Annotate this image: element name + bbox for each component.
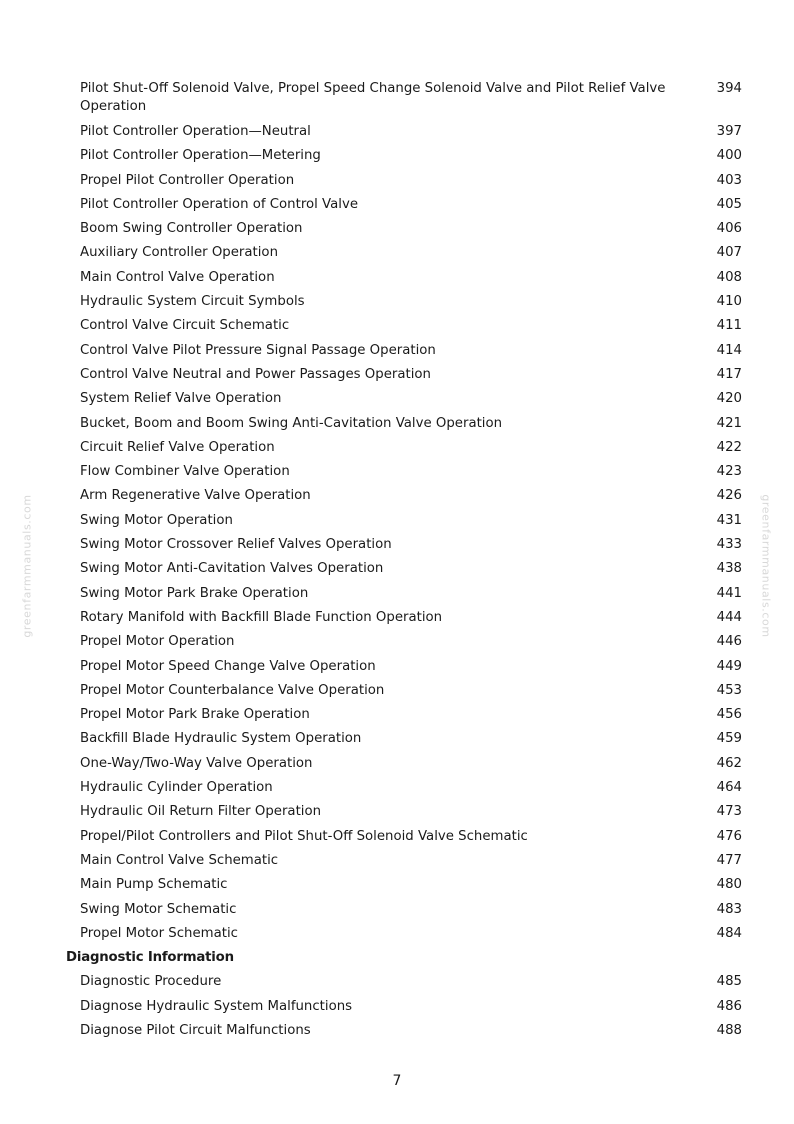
toc-entry[interactable] <box>0 315 794 339</box>
toc-entry[interactable] <box>0 534 794 558</box>
toc-entry-title: Hydraulic System Circuit Symbols <box>80 294 305 310</box>
toc-entry-title: Control Valve Pilot Pressure Signal Passage Operation <box>80 342 436 358</box>
toc-entry-page: 453 <box>716 682 742 698</box>
toc-entry-title: Propel Motor Operation <box>80 634 235 650</box>
toc-entry-page: 449 <box>716 658 742 674</box>
toc-entry[interactable] <box>0 899 794 923</box>
toc-entry-page: 433 <box>716 537 742 553</box>
toc-entry-page: 400 <box>716 148 742 164</box>
toc-entry-page: 477 <box>716 852 742 868</box>
toc-entry[interactable] <box>0 680 794 704</box>
toc-entry-page: 480 <box>716 877 742 893</box>
toc-entry-page: 441 <box>716 585 742 601</box>
watermark-right: greenfarmmanuals.com <box>759 494 773 638</box>
toc-entry-page: 414 <box>716 342 742 358</box>
toc-entry-title: Backfill Blade Hydraulic System Operation <box>80 731 362 747</box>
toc-entry-title: System Relief Valve Operation <box>80 391 282 407</box>
toc-entry-title: One-Way/Two-Way Valve Operation <box>80 755 313 771</box>
toc-entry-page: 476 <box>716 828 742 844</box>
toc-entry-title: Diagnostic Procedure <box>80 974 222 990</box>
toc-entry[interactable] <box>0 850 794 874</box>
toc-entry-title: Flow Combiner Valve Operation <box>80 464 290 480</box>
toc-entry-page: 405 <box>716 196 742 212</box>
toc-entry-page: 462 <box>716 755 742 771</box>
toc-entry[interactable] <box>0 656 794 680</box>
toc-entry[interactable] <box>0 121 794 145</box>
toc-entry-page: 408 <box>716 269 742 285</box>
toc-entry-page: 403 <box>716 172 742 188</box>
toc-entry[interactable] <box>0 631 794 655</box>
toc-entry[interactable] <box>0 923 794 947</box>
toc-entry-title: Hydraulic Cylinder Operation <box>80 780 273 796</box>
toc-entry-page: 484 <box>716 925 742 941</box>
toc-entry[interactable] <box>0 996 794 1020</box>
toc-entry[interactable] <box>0 145 794 169</box>
toc-entry-title: Propel Motor Schematic <box>80 925 238 941</box>
toc-entry-page: 423 <box>716 464 742 480</box>
toc-entry[interactable] <box>0 510 794 534</box>
toc-entry-page: 426 <box>716 488 742 504</box>
toc-entry-title: Swing Motor Operation <box>80 512 233 528</box>
toc-entry[interactable] <box>0 242 794 266</box>
toc-entry[interactable] <box>0 826 794 850</box>
toc-entry-page: 485 <box>716 974 742 990</box>
toc-entry[interactable] <box>0 607 794 631</box>
toc-entry-title: Swing Motor Schematic <box>80 901 237 917</box>
toc-entry-title: Main Control Valve Operation <box>80 269 275 285</box>
toc-entry-page: 488 <box>716 1022 742 1038</box>
toc-entry[interactable] <box>0 194 794 218</box>
toc-entry[interactable] <box>0 583 794 607</box>
toc-entry-page: 406 <box>716 221 742 237</box>
toc-entry[interactable] <box>0 218 794 242</box>
page-number: 7 <box>392 1073 402 1089</box>
toc-entry-title: Swing Motor Crossover Relief Valves Operation <box>80 537 392 553</box>
toc-entry[interactable] <box>0 170 794 194</box>
toc-entry-title: Propel Motor Park Brake Operation <box>80 707 310 723</box>
toc-entry-title: Propel Motor Counterbalance Valve Operation <box>80 682 385 698</box>
toc-entry[interactable] <box>0 704 794 728</box>
toc-entry-page: 422 <box>716 439 742 455</box>
toc-entry-page: 444 <box>716 609 742 625</box>
table-of-contents <box>0 78 794 1044</box>
toc-entry[interactable] <box>0 728 794 752</box>
toc-entry-page: 483 <box>716 901 742 917</box>
toc-entry-title: Pilot Controller Operation—Metering <box>80 148 321 164</box>
toc-entry-title: Propel Motor Speed Change Valve Operation <box>80 658 376 674</box>
toc-entry-page: 410 <box>716 294 742 310</box>
watermark-left: greenfarmmanuals.com <box>20 494 34 638</box>
toc-entry-page: 459 <box>716 731 742 747</box>
toc-entry[interactable] <box>0 78 794 121</box>
toc-entry[interactable] <box>0 267 794 291</box>
toc-entry-title: Control Valve Circuit Schematic <box>80 318 290 334</box>
toc-entry-page: 473 <box>716 804 742 820</box>
toc-entry[interactable] <box>0 558 794 582</box>
toc-entry-title: Auxiliary Controller Operation <box>80 245 278 261</box>
toc-entry-title: Pilot Controller Operation—Neutral <box>80 124 311 139</box>
toc-entry[interactable] <box>0 777 794 801</box>
toc-entry[interactable] <box>0 1020 794 1044</box>
toc-entry-page: 431 <box>716 512 742 528</box>
toc-entry[interactable] <box>0 413 794 437</box>
toc-entry-title: Circuit Relief Valve Operation <box>80 439 275 455</box>
toc-entry-title: Swing Motor Park Brake Operation <box>80 585 309 601</box>
toc-entry-title: Boom Swing Controller Operation <box>80 221 303 237</box>
toc-entry-title: Pilot Controller Operation of Control Valve <box>80 196 359 212</box>
toc-entry-title: Rotary Manifold with Backfill Blade Function Operation <box>80 609 443 625</box>
toc-entry-title: Hydraulic Oil Return Filter Operation <box>80 804 322 820</box>
toc-entry-page: 486 <box>716 998 742 1014</box>
toc-entry-page: 397 <box>716 124 742 139</box>
toc-entry[interactable] <box>0 971 794 995</box>
toc-entry-title: Arm Regenerative Valve Operation <box>80 488 311 504</box>
toc-entry[interactable] <box>0 364 794 388</box>
toc-entry-page: 421 <box>716 415 742 431</box>
toc-entry-title: Swing Motor Anti-Cavitation Valves Operation <box>80 561 384 577</box>
toc-entry-page: 417 <box>716 366 742 382</box>
toc-entry-page: 464 <box>716 780 742 796</box>
toc-entry[interactable] <box>0 801 794 825</box>
toc-entry-page: 438 <box>716 561 742 577</box>
toc-entry-title: Propel Pilot Controller Operation <box>80 172 295 188</box>
toc-entry-title: Diagnose Hydraulic System Malfunctions <box>80 998 353 1014</box>
toc-entry-title: Diagnose Pilot Circuit Malfunctions <box>80 1022 311 1038</box>
toc-entry-title: Main Pump Schematic <box>80 877 228 893</box>
toc-entry[interactable] <box>0 874 794 898</box>
toc-entry-page: 446 <box>716 634 742 650</box>
toc-entry-page: 394 <box>716 81 742 96</box>
toc-entry-title: Pilot Shut-Off Solenoid Valve, Propel Speed Change Solenoid Valve and Pilot Relief Valve Operation <box>80 81 666 114</box>
toc-entry[interactable] <box>0 291 794 315</box>
toc-entry-page: 456 <box>716 707 742 723</box>
toc-entry-title: Control Valve Neutral and Power Passages Operation <box>80 366 431 382</box>
toc-entry[interactable] <box>0 461 794 485</box>
toc-section-heading[interactable] <box>0 947 794 971</box>
toc-entry[interactable] <box>0 388 794 412</box>
toc-entry[interactable] <box>0 340 794 364</box>
toc-entry-page: 411 <box>716 318 742 334</box>
toc-entry[interactable] <box>0 485 794 509</box>
toc-entry[interactable] <box>0 753 794 777</box>
toc-entry-page: 420 <box>716 391 742 407</box>
toc-entry-page: 407 <box>716 245 742 261</box>
toc-entry[interactable] <box>0 437 794 461</box>
toc-entry-title: Propel/Pilot Controllers and Pilot Shut-Off Solenoid Valve Schematic <box>80 828 528 844</box>
toc-entry-title: Main Control Valve Schematic <box>80 852 279 868</box>
toc-entry-title: Bucket, Boom and Boom Swing Anti-Cavitation Valve Operation <box>80 415 503 431</box>
section-title: Diagnostic Information <box>66 950 234 966</box>
